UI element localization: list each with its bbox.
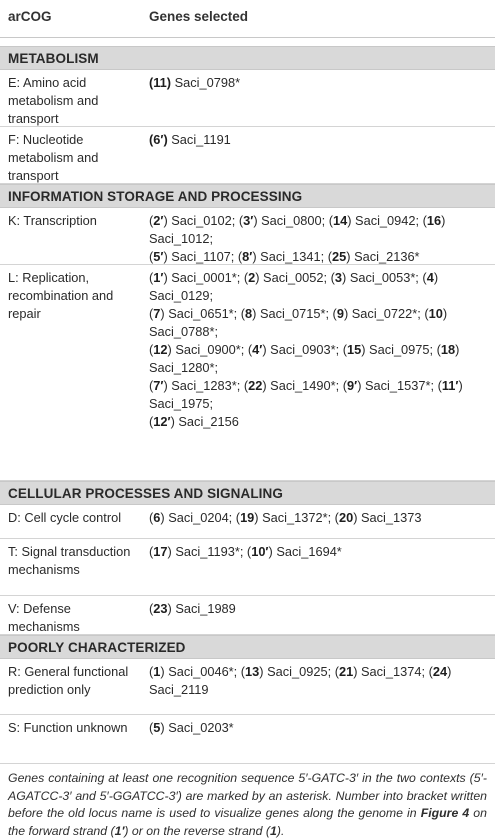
gene-text: ). [276,823,285,838]
gene-index: (6′) [149,132,168,147]
section-heading: INFORMATION STORAGE AND PROCESSING [0,184,495,208]
gene-text: ) Saci_2136* [346,249,420,264]
gene-text: ) Saci_1283*; ( [163,378,249,393]
gene-text: ) Saci_0722*; ( [343,306,429,321]
gene-text: ) [442,306,448,321]
genes-cell [143,715,495,763]
gene-line [149,719,487,737]
gene-line [149,269,487,287]
gene-index: 9 [336,306,344,321]
gene-text: Genes containing at least one recognition sequence 5′-GATC-3′ in the two contexts (5′-AGATCC-3′ and 5′-GGATCC-3′) are marked by an asterisk. Number into bracket written before the old locus name is used to visualize genes along the genome in [8,771,487,820]
column-header-genes-selected: Genes selected [149,9,249,24]
gene-text: ) Saci_2156 [170,414,239,429]
gene-text: ) Saci_0046*; ( [160,664,246,679]
gene-index: 4′ [252,342,263,357]
gene-index: 22 [248,378,263,393]
gene-text: ) [447,664,452,679]
gene-text: ) Saci_1193*; ( [167,544,252,559]
gene-index: 14 [332,213,348,228]
gene-text: ( [149,720,154,735]
gene-line [149,212,487,230]
gene-text: ( [149,306,154,321]
genes-cell [143,505,495,538]
gene-text: Saci_0788*; [149,324,219,339]
gene-line [149,509,487,527]
gene-index: 3 [334,270,343,285]
gene-text: ) Saci_1374; ( [353,664,433,679]
gene-line [149,663,487,681]
gene-text: on the forward strand ( [8,806,487,838]
gene-index: 1′ [114,823,125,838]
gene-text: ) Saci_0052; ( [255,270,335,285]
gene-index: 21 [338,664,354,679]
arcog-category: F: Nucleotide metabolism and transport [8,132,99,183]
gene-index: 18 [440,342,456,357]
gene-index: 12′ [153,414,171,429]
gene-index: (11) [149,75,172,90]
gene-line [149,74,487,92]
gene-text: Saci_1280*; [149,360,219,375]
table-row [0,265,495,481]
gene-text: ) Saci_0204; ( [160,510,241,525]
gene-line [149,359,487,377]
gene-index: 1 [270,823,277,838]
section-heading: POORLY CHARACTERIZED [0,635,495,659]
gene-line [149,323,487,341]
gene-text: ( [149,270,154,285]
gene-index: 2′ [153,213,164,228]
gene-index: 5′ [153,249,164,264]
genes-cell [143,70,495,126]
gene-index: 11′ [441,378,459,393]
table-row [0,659,495,715]
gene-index: 3′ [243,213,254,228]
table-row [0,70,495,127]
gene-text: ( [149,249,154,264]
gene-line [149,305,487,323]
gene-line [149,600,487,618]
arcog-category: V: Defense mechanisms [8,601,80,634]
table-footnote [0,764,495,840]
gene-text: Saci_1191 [167,132,231,147]
gene-text: ) [458,378,463,393]
gene-line [149,413,487,431]
genes-cell [143,539,495,595]
gene-line [149,681,487,699]
gene-text: ) [441,213,446,228]
section-heading: CELLULAR PROCESSES AND SIGNALING [0,481,495,505]
table-row [0,539,495,596]
genes-cell [143,127,495,183]
gene-text: ) Saci_1107; ( [163,249,243,264]
gene-index: 10 [428,306,443,321]
gene-text: Saci_0798* [171,75,241,90]
gene-line [149,395,487,413]
header-gap [0,38,495,46]
gene-text: ) Saci_0102; ( [163,213,244,228]
gene-text: ) Saci_0903*; ( [262,342,347,357]
gene-text: Saci_2119 [149,682,209,697]
column-header-arcog: arCOG [8,9,52,24]
arcog-category: D: Cell cycle control [8,510,122,525]
gene-index: 8 [245,306,253,321]
table-body [0,46,495,764]
gene-line [149,230,487,248]
gene-index: 25 [332,249,347,264]
genes-cell [143,208,495,264]
arcog-category: R: General functional prediction only [8,664,129,697]
gene-text: ) Saci_1372*; ( [254,510,339,525]
gene-text: ) Saci_1989 [167,601,236,616]
gene-text: ) Saci_0925; ( [259,664,339,679]
table-header [0,0,495,38]
gene-text: Saci_1975; [149,396,214,411]
gene-index: 17 [153,544,168,559]
gene-index: 10′ [251,544,269,559]
gene-index: 12 [153,342,168,357]
genes-cell [143,596,495,634]
gene-text: ) Saci_1373 [353,510,422,525]
gene-index: 19 [240,510,255,525]
table-row [0,715,495,764]
gene-text: ( [149,414,154,429]
gene-index: 7 [153,306,161,321]
gene-text: ( [149,544,154,559]
arcog-category: E: Amino acid metabolism and transport [8,75,99,126]
gene-text: ) [455,342,460,357]
gene-text: ( [149,510,154,525]
gene-line [149,341,487,359]
genes-cell [143,659,495,714]
gene-text: ) Saci_0053*; ( [342,270,427,285]
gene-text: ) Saci_1694* [268,544,342,559]
table-row [0,208,495,265]
gene-text: ) Saci_1490*; ( [262,378,347,393]
gene-text: ) Saci_0715*; ( [252,306,337,321]
gene-index: 15 [347,342,362,357]
gene-index: 8′ [242,249,253,264]
gene-text: ) Saci_0203* [160,720,234,735]
gene-text: ) Saci_0001*; ( [163,270,249,285]
gene-text: ) Saci_1341; ( [252,249,333,264]
genes-cell [143,265,495,480]
gene-index: 9′ [347,378,358,393]
gene-index: 7′ [153,378,164,393]
gene-index: 20 [338,510,354,525]
gene-index: 24 [432,664,448,679]
gene-text: ) [433,270,439,285]
gene-index: 5 [153,720,161,735]
arcog-category: L: Replication, recombination and repair [8,270,114,321]
gene-index: 23 [153,601,168,616]
gene-text: ) Saci_1537*; ( [357,378,442,393]
table-row [0,127,495,184]
gene-text: ) Saci_0975; ( [361,342,441,357]
gene-line [149,287,487,305]
section-heading: METABOLISM [0,46,495,70]
gene-index: 6 [153,510,161,525]
arcog-category: S: Function unknown [8,720,128,735]
gene-text: ( [149,601,154,616]
gene-text: ( [149,378,154,393]
gene-text: ) Saci_0942; ( [347,213,427,228]
gene-text: ) Saci_0651*; ( [160,306,246,321]
gene-line [149,543,487,561]
table-row [0,596,495,635]
gene-index: Figure 4 [420,806,470,820]
table-row [0,505,495,539]
gene-text: ) Saci_0900*; ( [167,342,253,357]
gene-index: 1 [153,664,161,679]
arcog-category: T: Signal transduction mechanisms [8,544,131,577]
gene-text: ) Saci_0800; ( [253,213,333,228]
gene-line [149,131,487,149]
gene-index: 4 [426,270,434,285]
gene-index: 13 [245,664,260,679]
gene-index: 16 [426,213,442,228]
gene-text: ( [149,213,154,228]
gene-line [149,377,487,395]
gene-index: 1′ [153,270,164,285]
gene-text: Saci_0129; [149,288,214,303]
gene-text: ) or on the reverse strand ( [124,823,270,838]
gene-line [149,248,487,266]
gene-index: 2 [248,270,256,285]
gene-text: ( [149,342,154,357]
gene-text: Saci_1012; [149,231,214,246]
arcog-category: K: Transcription [8,213,97,228]
gene-text: ( [149,664,154,679]
